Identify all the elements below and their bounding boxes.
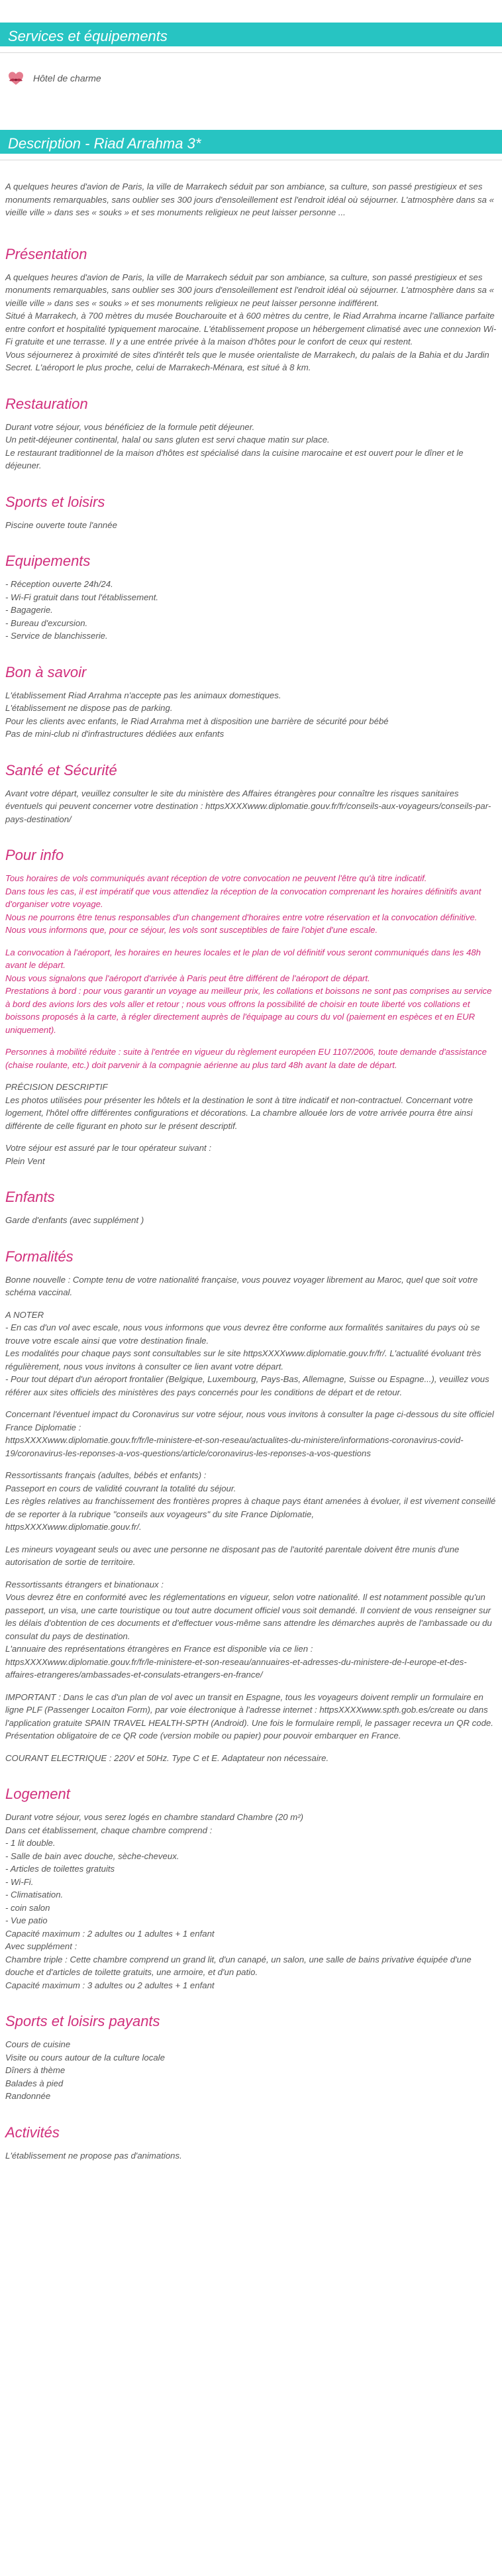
section-paragraph: Cours de cuisine Visite ou cours autour de la culture locale Dîners à thème Balades à pied Randonnée (5, 2039, 165, 2101)
section-paragraph: Concernant l'éventuel impact du Coronavirus sur votre séjour, nous vous invitons à consulter la page ci-dessous du site officiel France Diplomatie : httpsXXXXwww.diplomatie.gouv.fr/fr/le-ministere-et-son-reseau/actualites-du-ministere/informations-coronavirus-covid-19/coronavirus-les-reponses-a-vos-questions/article/coronavirus-les-reponses-a-vos-questions (5, 1409, 494, 1458)
section-paragraph: Avant votre départ, veuillez consulter le site du ministère des Affaires étrangères pour connaître les risques sanitaires éventuels qui peuvent concerner votre destination : httpsXXXXwww.diplomatie.gouv.fr/fr/conseils-aux-voyageurs/conseils-par-pays-destination/ (5, 788, 491, 824)
section-paragraph: Personnes à mobilité réduite : suite à l'entrée en vigueur du règlement européen EU 1107/2006, toute demande d'assistance (chaise roulante, etc.) doit parvenir à la compagnie aérienne au plus tard 48h avant la date de départ. (5, 1047, 487, 1070)
section-paragraph: L'établissement ne propose pas d'animations. (5, 2150, 182, 2161)
section-heading: Santé et Sécurité (5, 761, 117, 778)
section-heading: Bon à savoir (5, 663, 87, 680)
charm-hotel-label: Hôtel de charme (33, 73, 101, 83)
section-paragraph: Garde d'enfants (avec supplément ) (5, 1215, 144, 1225)
services-header-band (0, 23, 502, 46)
section-heading: Formalités (5, 1248, 74, 1265)
description-content (0, 180, 502, 2162)
section-paragraph: Ressortissants étrangers et binationaux : Vous devrez être en conformité avec les réglementations en vigueur, selon votre nationalité. Il est notamment possible qu'un passeport, un visa, une carte touristique ou tout autre document officiel vous soit demandé. Il convient de vous renseigner sur les délais d'obtention de ces documents et d'effectuer vous-même sans attendre les démarches auprès de l'ambassade ou du consulat du pays de destination. L'annuaire des représentations étrangères en France est disponible via ce lien : httpsXXXXwww.diplomatie.gouv.fr/fr/le-ministere-et-son-reseau/annuaires-et-adresses-du-ministere-de-l-europe-et-des-affaires-etrangeres/ambassades-et-consulats-etrangers-en-france/ (5, 1579, 492, 1680)
section-paragraph: A quelques heures d'avion de Paris, la ville de Marrakech séduit par son ambiance, sa culture, son passé prestigieux et ses monuments remarquables, sans oublier ses 300 jours d'ensoleillement est l'endroit idéal où séjourner. L'atmosphère dans sa « vieille ville » dans ses « souks » et ses monuments religieux ne peut laisser personne indifférent. Situé à Marrakech, à 700 mètres du musée Boucharouite et à 600 mètres du centre, le Riad Arrahma incarne l'alliance parfaite entre confort et hospitalité typiquement marocaine. L'établissement propose un hébergement climatisé avec une connexion Wi-Fi gratuite et une terrasse. Il y a une entrée privée à la maison d'hôtes pour le confort de ceux qui restent. Vous séjournerez à proximité de sites d'intérêt tels que le musée orientaliste de Marrakech, du palais de la Bahia et du Jardin Secret. L'aéroport le plus proche, celui de Marrakech-Ménara, est situé à 8 km. (5, 272, 497, 372)
section-heading: Logement (5, 1786, 70, 1802)
section-paragraph: Votre séjour est assuré par le tour opérateur suivant : Plein Vent (5, 1143, 212, 1166)
section-paragraph: Bonne nouvelle : Compte tenu de votre nationalité française, vous pouvez voyager librement au Maroc, quel que soit votre schéma vaccinal. (5, 1274, 478, 1297)
section-heading: Pour info (5, 847, 64, 863)
heart-bow-icon (7, 69, 25, 87)
services-title: Services et équipements (8, 28, 168, 44)
divider (0, 52, 502, 53)
section-paragraph: PRÉCISION DESCRIPTIF Les photos utilisées pour présenter les hôtels et la destination le sont à titre indicatif et non-contractuel. Concernant votre logement, l'hôtel offre différentes configurations et décorations. La chambre allouée lors de votre arrivée pourra être ainsi différente de celle figurant en photo sur le présent descriptif. (5, 1082, 473, 1131)
section-heading: Equipements (5, 553, 91, 569)
section-paragraph: Tous horaires de vols communiqués avant réception de votre convocation ne peuvent l'être qu'à titre indicatif. Dans tous les cas, il est impératif que vous attendiez la réception de la convocation comprenant les horaires définitifs avant d'organiser votre voyage. Nous ne pourrons être tenus responsables d'un changement d'horaires entre votre réservation et la convocation définitive. Nous vous informons que, pour ce séjour, les vols sont susceptibles de faire l'objet d'une escale. (5, 873, 481, 935)
section-heading: Présentation (5, 245, 87, 262)
section-heading: Sports et loisirs payants (5, 2013, 160, 2029)
section-paragraph: La convocation à l'aéroport, les horaires en heures locales et le plan de vol définitif vous seront communiqués dans les 48h avant le départ. Nous vous signalons que l'aéroport d'arrivée à Paris peut être différent de l'aéroport de départ. Prestations à bord : pour vous garantir un voyage au meilleur prix, les collations et boissons ne sont pas comprises au service à bord des avions lors des vols aller et retour ; nous vous offrons la possibilité de choisir en toute liberté vos collations et boissons proposés à la carte, à régler directement auprès de l'équipage au cours du vol (paiement en espèces et en EUR uniquement). (5, 947, 492, 1035)
section-paragraph: Piscine ouverte toute l'année (5, 519, 117, 530)
description-title: Description - Riad Arrahma 3* (8, 135, 201, 152)
charm-hotel-badge (7, 69, 101, 87)
description-header-band (0, 130, 502, 154)
section-paragraph: Durant votre séjour, vous serez logés en chambre standard Chambre (20 m²) Dans cet établissement, chaque chambre comprend : - 1 lit double. - Salle de bain avec douche, sèche-cheveux. - Articles de toilettes gratuits - Wi-Fi. - Climatisation. - coin salon - Vue patio Capacité maximum : 2 adultes ou 1 adultes + 1 enfant Avec supplément : Chambre triple : Cette chambre comprend un grand lit, d'un canapé, un salon, une salle de bains privative équipée d'une douche et d'articles de toilette gratuits, une armoire, et d'un patio. Capacité maximum : 3 adultes ou 2 adultes + 1 enfant (5, 1812, 472, 1990)
section-paragraph: - Réception ouverte 24h/24. - Wi-Fi gratuit dans tout l'établissement. - Bagagerie. - Bureau d'excursion. - Service de blanchisserie. (5, 579, 159, 641)
section-heading: Sports et loisirs (5, 493, 105, 510)
section-heading: Activités (5, 2123, 60, 2141)
description-intro: A quelques heures d'avion de Paris, la ville de Marrakech séduit par son ambiance, sa culture, son passé prestigieux et ses monuments remarquables, sans oublier ses 300 jours d'ensoleillement est l'endroit idéal où séjourner. L'atmosphère dans sa « vieille ville » dans ses « souks » et ses monuments religieux ne peut laisser personne ... (5, 182, 494, 217)
section-paragraph: Les mineurs voyageant seuls ou avec une personne ne disposant pas de l'autorité parentale doivent être munis d'une autorisation de sortie de territoire. (5, 1544, 460, 1567)
section-paragraph: L'établissement Riad Arrahma n'accepte pas les animaux domestiques. L'établissement ne dispose pas de parking. Pour les clients avec enfants, le Riad Arrahma met à disposition une barrière de sécurité pour bébé Pas de mini-club ni d'infrastructures dédiées aux enfants (5, 690, 389, 739)
section-paragraph: COURANT ELECTRIQUE : 220V et 50Hz. Type C et E. Adaptateur non nécessaire. (5, 1752, 329, 1763)
section-paragraph: Durant votre séjour, vous bénéficiez de la formule petit déjeuner. Un petit-déjeuner continental, halal ou sans gluten est servi chaque matin sur place. Le restaurant traditionnel de la maison d'hôtes est spécialisé dans la cuisine marocaine et est ouvert pour le dîner et le déjeuner. (5, 421, 464, 470)
section-paragraph: IMPORTANT : Dans le cas d'un plan de vol avec un transit en Espagne, tous les voyageurs doivent remplir un formulaire en ligne PLF (Passenger Locaiton Form), par voie électronique à l'adresse internet : httpsXXXXwww.spth.gob.es/create ou dans l'application gratuite SPAIN TRAVEL HEALTH-SPTH (Android). Une fois le formulaire rempli, le passager recevra un QR code. Présentation obligatoire de ce QR code (version mobile ou papier) pour pouvoir embarquer en France. (5, 1691, 493, 1741)
section-heading: Restauration (5, 395, 88, 412)
section-heading: Enfants (5, 1189, 55, 1205)
section-paragraph: A NOTER - En cas d'un vol avec escale, nous vous informons que vous devrez être conforme aux formalités sanitaires du pays où se trouve votre escale ainsi que votre destination finale. Les modalités pour chaque pays sont consultables sur le site httpsXXXXwww.diplomatie.gouv.fr/fr/. L'actualité évoluant très régulièrement, nous vous invitons à consulter ce lien avant votre départ. - Pour tout départ d'un aéroport frontalier (Belgique, Luxembourg, Pays-Bas, Allemagne, Suisse ou Espagne...), veuillez vous référer aux sites officiels des ministères des pays concernés pour les conditions de départ et de retour. (5, 1309, 489, 1397)
section-paragraph: Ressortissants français (adultes, bébés et enfants) : Passeport en cours de validité couvrant la totalité du séjour. Les règles relatives au franchissement des frontières propres à chaque pays étant amenées à évoluer, il est vivement conseillé de se reporter à la rubrique "conseils aux voyageurs" du site France Diplomatie, httpsXXXXwww.diplomatie.gouv.fr/. (5, 1470, 496, 1532)
